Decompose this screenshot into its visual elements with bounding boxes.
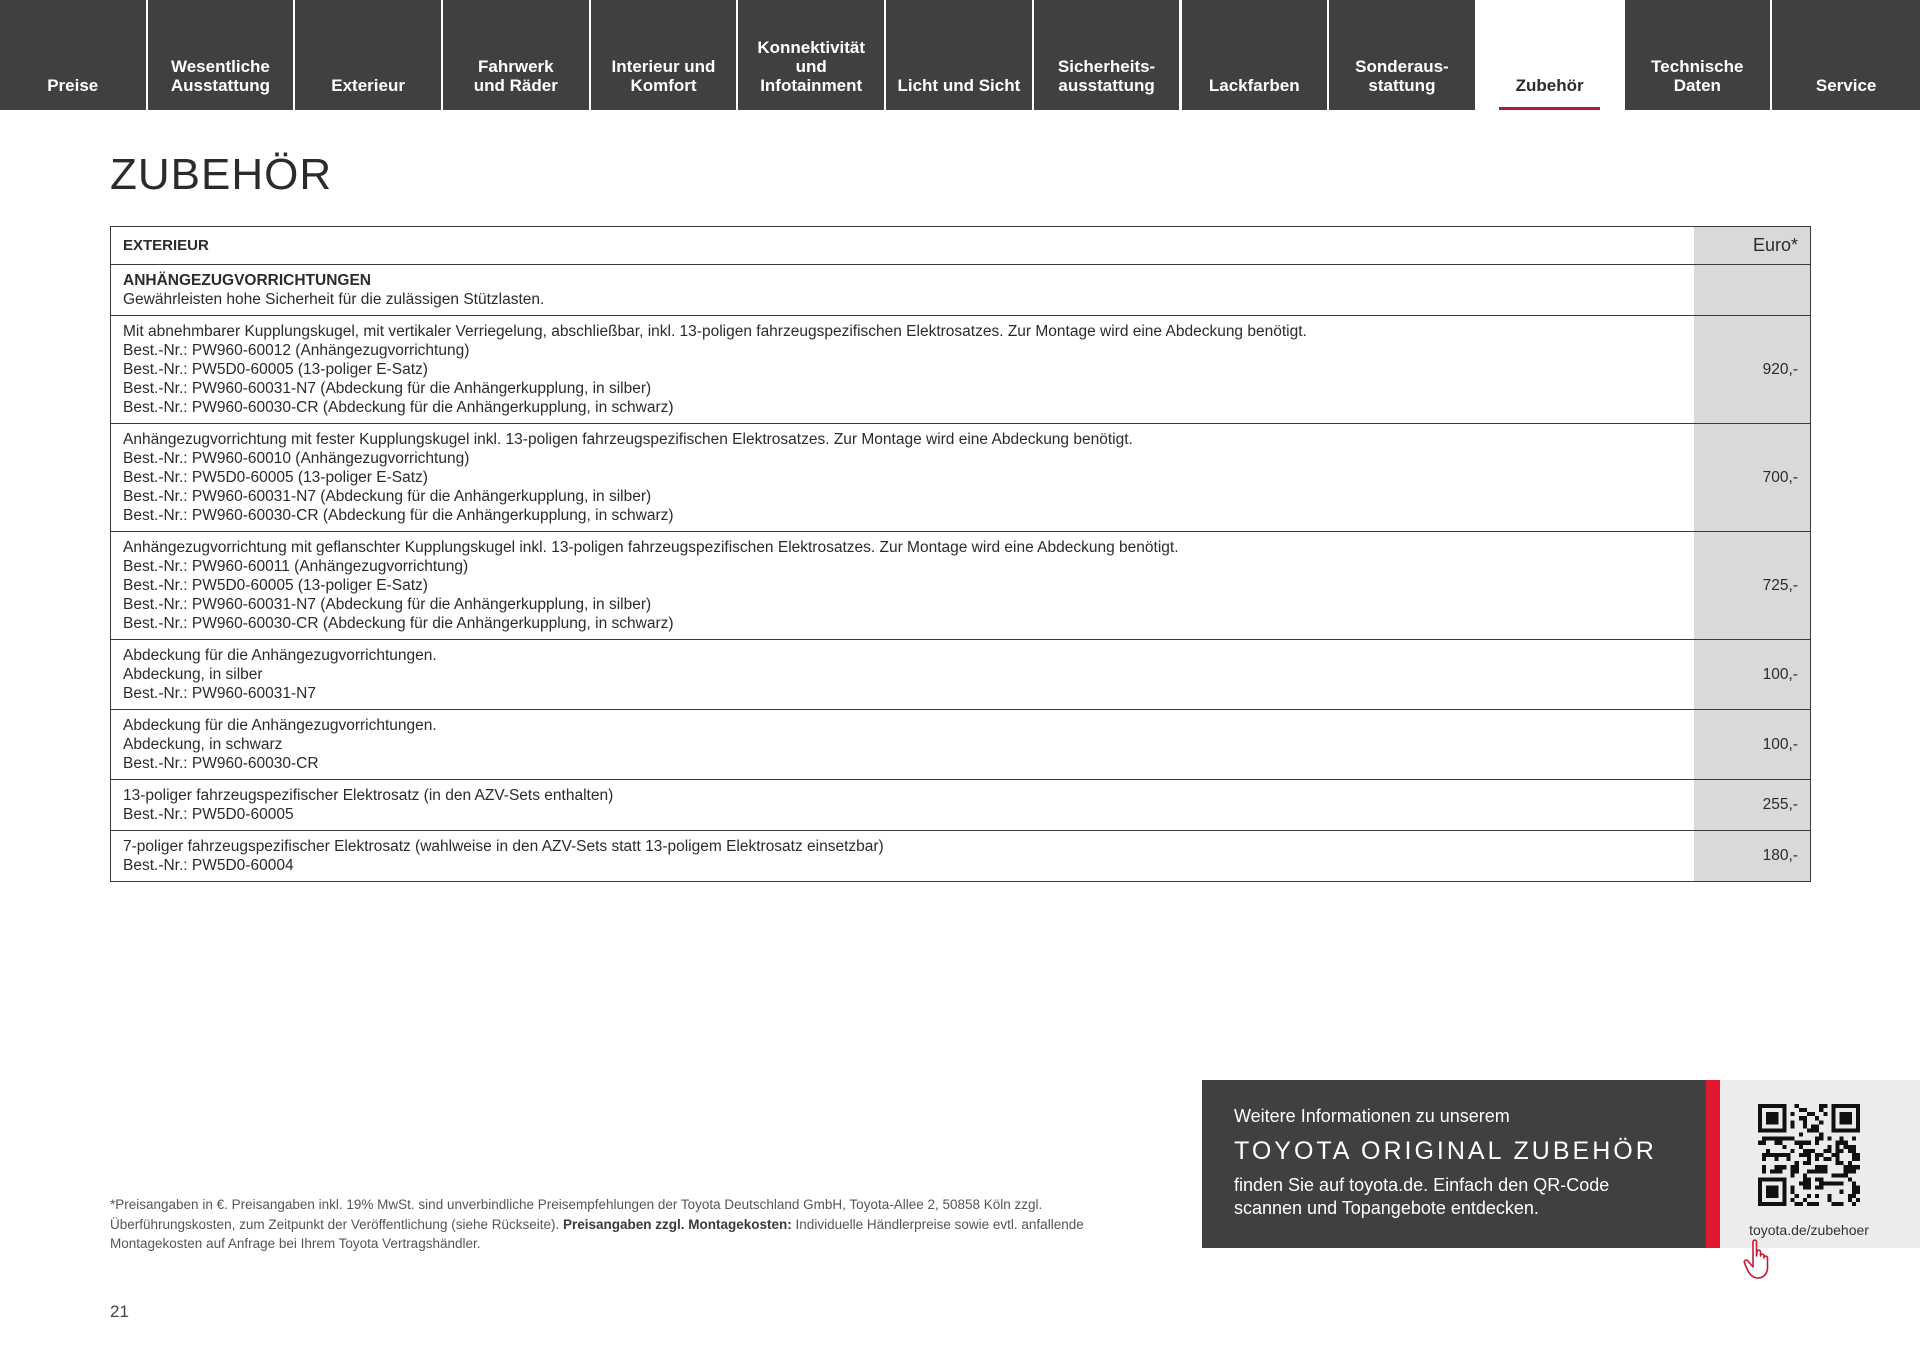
price-cell-empty xyxy=(1694,265,1810,315)
tab-label: Exterieur xyxy=(331,76,405,95)
tab-label: Sonderaus- stattung xyxy=(1355,57,1449,95)
qr-url-link[interactable]: toyota.de/zubehoer xyxy=(1749,1222,1869,1238)
item-description: Abdeckung für die Anhängezugvorrichtungen. Abdeckung, in schwarz Best.-Nr.: PW960-60030-CR xyxy=(123,717,437,772)
tab-technische-daten[interactable] xyxy=(1625,0,1771,110)
footnote-text-2: Individuelle Händlerpreise sowie evtl. anfallende Montagekosten auf Anfrage bei Ihrem Toyota Vertragshändler. xyxy=(110,1216,1084,1251)
tab-label: Zubehör xyxy=(1515,76,1584,95)
table-header-row xyxy=(111,227,1810,264)
tab-sonderaus-stattung[interactable] xyxy=(1329,0,1475,110)
tab-lackfarben[interactable] xyxy=(1182,0,1328,110)
page-number: 21 xyxy=(110,1302,129,1321)
group-row xyxy=(111,264,1810,315)
accessories-table xyxy=(110,226,1811,882)
item-price: 100,- xyxy=(1694,710,1810,779)
table-row xyxy=(111,315,1810,423)
item-description: Mit abnehmbarer Kupplungskugel, mit vertikaler Verriegelung, abschließbar, inkl. 13-poligen fahrzeugspezifischen Elektrosatzes. Zur Montage wird eine Abdeckung benötigt. Best.-Nr.: PW960-60012 (Anhängezugvorrichtung) Best.-Nr.: PW5D0-60005 (13-poliger E-Satz) Best.-Nr.: PW960-60031-N7 (Abdeckung für die Anhängerkupplung, in silber) Best.-Nr.: PW960-60030-CR (Abdeckung für die Anhängerkupplung, in schwarz) xyxy=(123,323,1307,416)
item-description: 7-poliger fahrzeugspezifischer Elektrosatz (wahlweise in den AZV-Sets statt 13-poligem Elektrosatz einsetzbar) Best.-Nr.: PW5D0-60004 xyxy=(123,838,884,874)
tab-label: Lackfarben xyxy=(1208,76,1300,95)
tab-label: Licht und Sicht xyxy=(897,76,1021,95)
tab-label: Technische Daten xyxy=(1651,57,1744,95)
item-price: 920,- xyxy=(1694,316,1810,423)
section-header: EXTERIEUR xyxy=(123,237,209,254)
tab-interieur-und-komfort[interactable] xyxy=(591,0,737,110)
item-price: 700,- xyxy=(1694,424,1810,531)
tab-licht-und-sicht[interactable] xyxy=(886,0,1032,110)
item-price: 255,- xyxy=(1694,780,1810,830)
table-row xyxy=(111,830,1810,881)
promo-intro: Weitere Informationen zu unserem xyxy=(1234,1106,1510,1126)
qr-code-icon[interactable] xyxy=(1758,1104,1860,1206)
table-row xyxy=(111,639,1810,709)
promo-accent-bar xyxy=(1706,1080,1720,1248)
page-title: ZUBEHÖR xyxy=(110,150,333,199)
group-title: ANHÄNGEZUGVORRICHTUNGEN xyxy=(123,272,371,289)
item-description: Abdeckung für die Anhängezugvorrichtungen. Abdeckung, in silber Best.-Nr.: PW960-60031-N7 xyxy=(123,647,437,702)
tab-fahrwerk-und-räder[interactable] xyxy=(443,0,589,110)
table-row xyxy=(111,779,1810,830)
promo-box xyxy=(1202,1080,1710,1248)
tab-label: Preise xyxy=(47,76,99,95)
tab-konnektivität-und-infotainment[interactable] xyxy=(738,0,884,110)
item-description: Anhängezugvorrichtung mit geflanschter Kupplungskugel inkl. 13-poligen fahrzeugspezifischen Elektrosatzes. Zur Montage wird eine Abdeckung benötigt. Best.-Nr.: PW960-60011 (Anhängezugvorrichtung) Best.-Nr.: PW5D0-60005 (13-poliger E-Satz) Best.-Nr.: PW960-60031-N7 (Abdeckung für die Anhängerkupplung, in silber) Best.-Nr.: PW960-60030-CR (Abdeckung für die Anhängerkupplung, in schwarz) xyxy=(123,539,1179,632)
promo-text: finden Sie auf toyota.de. Einfach den QR-Code scannen und Topangebote entdecken. xyxy=(1234,1175,1610,1218)
table-row xyxy=(111,709,1810,779)
tab-label: Sicherheits- ausstattung xyxy=(1057,57,1156,95)
price-header: Euro* xyxy=(1694,227,1810,264)
pointing-hand-icon xyxy=(1742,1238,1772,1280)
tab-exterieur[interactable] xyxy=(295,0,441,110)
table-row xyxy=(111,423,1810,531)
tab-label: Fahrwerk und Räder xyxy=(473,57,558,95)
footnote-bold: Preisangaben zzgl. Montagekosten: xyxy=(563,1216,792,1232)
item-price: 180,- xyxy=(1694,831,1810,881)
group-cell xyxy=(111,265,1694,315)
item-description: 13-poliger fahrzeugspezifischer Elektrosatz (in den AZV-Sets enthalten) Best.-Nr.: PW5D0-60005 xyxy=(123,787,614,823)
tab-wesentliche-ausstattung[interactable] xyxy=(148,0,294,110)
tab-label: Service xyxy=(1815,76,1877,95)
tab-preise[interactable] xyxy=(0,0,146,110)
group-subtitle: Gewährleisten hohe Sicherheit für die zulässigen Stützlasten. xyxy=(123,291,545,308)
qr-panel[interactable] xyxy=(1720,1080,1920,1248)
tab-sicherheits-ausstattung[interactable] xyxy=(1034,0,1180,110)
item-description: Anhängezugvorrichtung mit fester Kupplungskugel inkl. 13-poligen fahrzeugspezifischen Elektrosatzes. Zur Montage wird eine Abdeckung benötigt. Best.-Nr.: PW960-60010 (Anhängezugvorrichtung) Best.-Nr.: PW5D0-60005 (13-poliger E-Satz) Best.-Nr.: PW960-60031-N7 (Abdeckung für die Anhängerkupplung, in silber) Best.-Nr.: PW960-60030-CR (Abdeckung für die Anhängerkupplung, in schwarz) xyxy=(123,431,1133,524)
promo-headline: TOYOTA ORIGINAL ZUBEHÖR xyxy=(1234,1137,1657,1165)
table-row xyxy=(111,531,1810,639)
footnote-text-1: *Preisangaben in €. Preisangaben inkl. 19% MwSt. sind unverbindliche Preisempfehlungen der Toyota Deutschland GmbH, Toyota-Allee 2, 50858 Köln zzgl. Überführungskosten, zum Zeitpunkt der Veröffentlichung (siehe Rückseite). xyxy=(110,1197,1043,1232)
tab-label: Wesentliche Ausstattung xyxy=(170,57,271,95)
item-price: 725,- xyxy=(1694,532,1810,639)
price-footnote xyxy=(110,1195,1150,1254)
top-navigation xyxy=(0,0,1920,110)
tab-zubehör[interactable] xyxy=(1477,0,1623,110)
tab-label: Konnektivität und Infotainment xyxy=(757,38,866,95)
tab-service[interactable] xyxy=(1772,0,1920,110)
tab-label: Interieur und Komfort xyxy=(611,57,716,95)
item-price: 100,- xyxy=(1694,640,1810,709)
